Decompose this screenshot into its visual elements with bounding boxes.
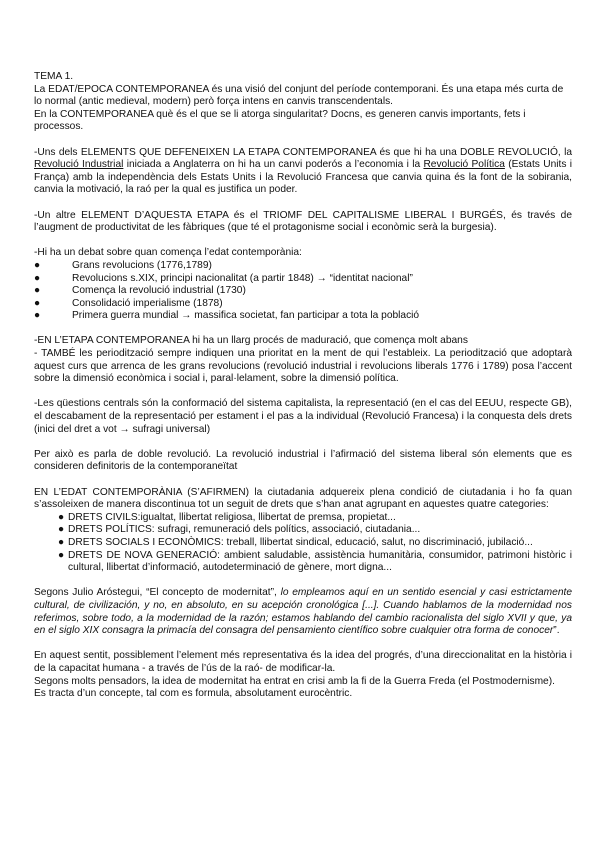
list-item-text: DRETS DE NOVA GENERACIÓ: ambient saludable, assistència humanitària, consumidor, patrimoni històric i cultural, llibertat d’informació, autodeterminació de gènere, mort digna...: [68, 549, 572, 574]
bullet-icon: ●: [34, 297, 41, 309]
periodization-paragraph: - TAMBÉ les periodització sempre indiquen una prioritat en la ment de qui l’estableix. La periodització que adoptarà aquest curs que arrenca de les grans revolucions (revolució industrial i revolucions liberals 1776 i 1789) posa l’accent sobre la dimensió econòmica i social i, paral·lelament, sobre la dimensió política.: [34, 348, 572, 385]
eurocentric-paragraph: Es tracta d’un concepte, tal com es formula, absolutament eurocèntric.: [34, 688, 353, 700]
list-item: [34, 298, 572, 311]
central-questions-paragraph: -Les qüestions centrals són la conformació del sistema capitalista, la representació (en el cas del EEUU, respecte GB), el descabament de la representació per estament i el pas a la individual (Revolució Francesa) i la conquesta dels drets (inici del dret a vot → sufragi universal): [34, 398, 572, 435]
list-item: [34, 285, 572, 298]
document-page: [34, 71, 572, 701]
capitalism-paragraph: -Un altre ELEMENT D’AQUESTA ETAPA és el TRIOMF DEL CAPITALISME LIBERAL I BURGÉS, és través de l’augment de productivitat de les fàbriques (que té el protagonisme social i econòmic serà la burgesia).: [34, 209, 572, 234]
list-item: [34, 273, 572, 286]
bullet-icon: ●: [34, 272, 41, 284]
text-span: iniciada a Anglaterra on hi ha un canvi poderós a l’economia i la: [123, 159, 424, 171]
bullet-icon: ●: [58, 536, 65, 548]
list-item-text: DRETS POLÍTICS: sufragi, remuneració dels polítics, associació, ciutadania...: [68, 524, 421, 536]
bullet-icon: ●: [34, 259, 41, 271]
citizenship-paragraph: EN L’EDAT CONTEMPORÀNIA (S’AFIRMEN) la ciutadania adquereix plena condició de ciutadania i ho fa quan s’assoleixen de manera discontinua tot un seguit de drets que s’han anat agrupant en aquestes quatre categories:: [34, 486, 572, 511]
list-item-text: Grans revolucions (1776,1789): [72, 259, 212, 271]
italic-quote: lo empleamos aquí en un sentido esencial y casi estrictamente cultural, de civilización, y no, en absoluto, en su acepción cronológica [...]. Cuando hablamos de la modernidad nos referimos, sobre todo, a la modernidad de la razón; estamos hablando del cambio racionalista del siglo XVII y que, ya en el siglo XIX consagra la primacía del consagra del pensamiento científico sobre cualquier otra forma de conocer: [34, 587, 572, 637]
bullet-icon: ●: [58, 511, 65, 523]
bullet-icon: ●: [34, 310, 41, 322]
list-item: [34, 537, 572, 550]
text-span: Segons Julio Aróstegui, “El concepto de modernitat”,: [34, 587, 281, 599]
text-span: (Estats Units i França) amb la independència dels Estats Units i la Revolució Francesa que canvia quina és la font de la sobirania, canvia la motivació, la raó per la qual es justifica un poder.: [34, 159, 572, 196]
list-item: [34, 512, 572, 525]
list-item: [34, 310, 572, 323]
list-item: [34, 550, 572, 575]
start-dates-list: [34, 260, 572, 323]
list-item-text: DRETS SOCIALS I ECONÒMICS: treball, llibertat sindical, educació, salut, no discriminació, jubilació...: [68, 536, 533, 548]
bullet-icon: ●: [58, 524, 65, 536]
intro-paragraph: La EDAT/EPOCA CONTEMPORANEA és una visió del conjunt del període contemporani. És una etapa més curta de lo normal (antic medieval, modern) però força intens en canvis transcendentals.: [34, 83, 564, 108]
double-revolution-summary: Per això es parla de doble revolució. La revolució industrial i l’afirmació del sistema liberal són elements que es consideren definitoris de la contemporaneïtat: [34, 448, 572, 473]
debate-paragraph: -Hi ha un debat sobre quan comença l’edat contemporània:: [34, 247, 302, 259]
list-item-text: DRETS CIVILS:igualtat, llibertat religiosa, llibertat de premsa, propietat...: [68, 511, 396, 523]
question-paragraph: En la CONTEMPORANEA què és el que se li atorga singularitat? Docns, es generen canvis importants, fets i processos.: [34, 108, 526, 133]
bullet-icon: ●: [58, 549, 65, 561]
text-span: -Uns dels ELEMENTS QUE DEFENEIXEN LA ETAPA CONTEMPORANEA és que hi ha una DOBLE REVOLUCIÓ, la: [34, 146, 572, 158]
arostegui-quote-paragraph: [34, 587, 572, 637]
list-item: [34, 260, 572, 273]
list-item: [34, 524, 572, 537]
crisis-paragraph: Segons molts pensadors, la idea de modernitat ha entrat en crisi amb la fi de la Guerra Freda (el Postmodernisme).: [34, 675, 555, 687]
list-item-text: Consolidació imperialisme (1878): [72, 297, 223, 309]
double-revolution-paragraph: [34, 147, 572, 197]
rights-list: [34, 512, 572, 575]
underlined-term-industrial: Revolució Industrial: [34, 159, 124, 171]
document-title: TEMA 1.: [34, 71, 74, 82]
bullet-icon: ●: [34, 285, 41, 297]
list-item-text: Primera guerra mundial → massifica societat, fan participar a tota la població: [72, 310, 420, 322]
maturation-paragraph: -EN L’ETAPA CONTEMPORANEA hi ha un llarg procés de maduració, que comença molt abans: [34, 335, 468, 347]
text-span: ”.: [553, 625, 560, 637]
list-item-text: Revolucions s.XIX, principi nacionalitat (a partir 1848) → “identitat nacional”: [72, 272, 413, 284]
progress-paragraph: En aquest sentit, possiblement l’element més representativa és la idea del progrés, d’una direccionalitat en la història i de la capacitat humana - a través de l’ús de la raó- de modificar-la.: [34, 650, 572, 674]
list-item-text: Comença la revolució industrial (1730): [72, 285, 246, 297]
underlined-term-political: Revolució Política: [423, 159, 505, 171]
